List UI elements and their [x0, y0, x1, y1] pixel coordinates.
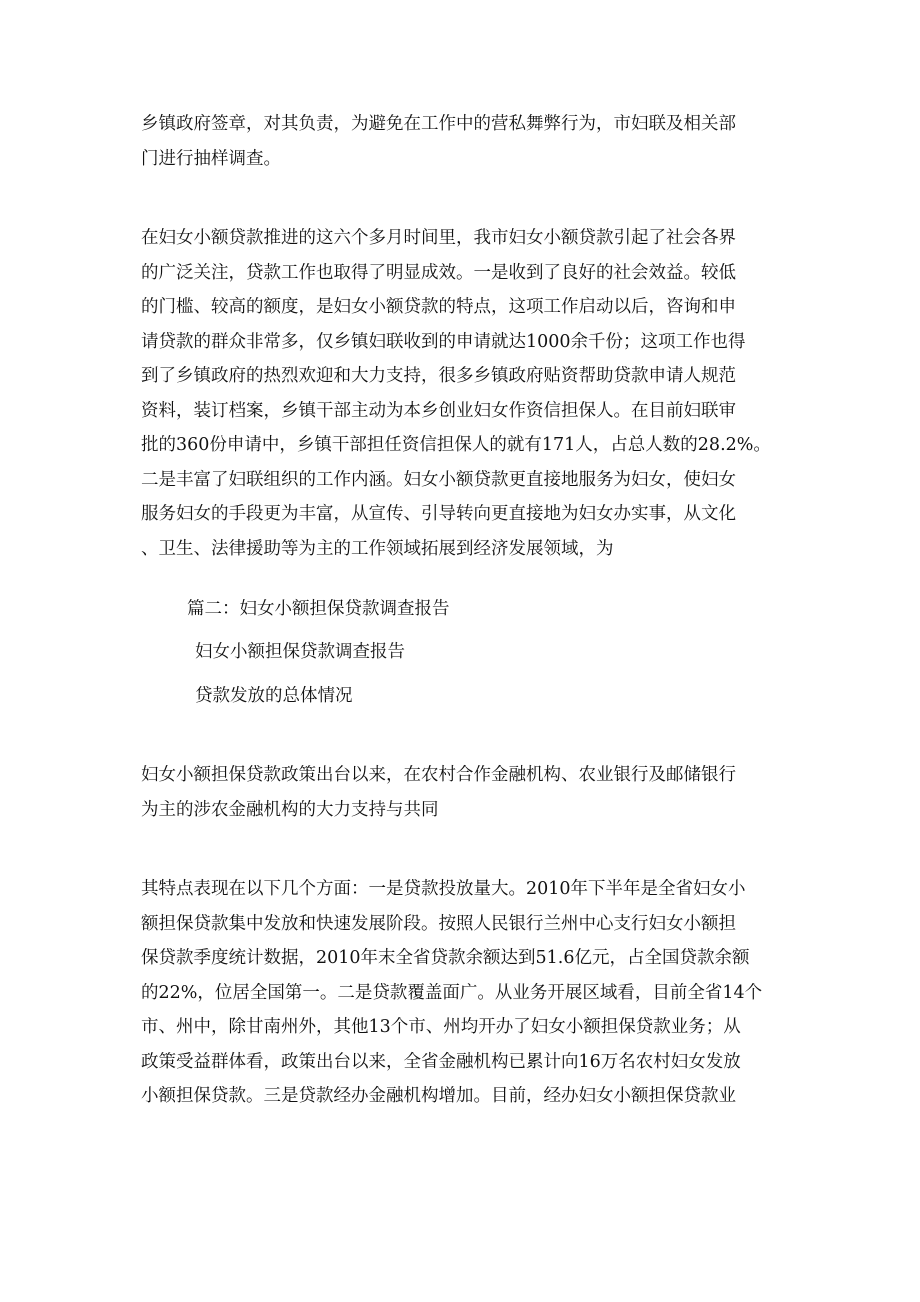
text-line: 服务妇女的手段更为丰富，从宣传、引导转向更直接地为妇女办实事，从文化: [141, 504, 736, 524]
subsection-heading: 贷款发放的总体情况: [195, 686, 353, 706]
text-line: 为主的涉农金融机构的大力支持与共同: [141, 799, 439, 820]
text-line: 其特点表现在以下几个方面：一是贷款投放量大。2010年下半年是全省妇女小: [141, 879, 746, 899]
text-line: 二是丰富了妇联组织的工作内涵。妇女小额贷款更直接地服务为妇女，使妇女: [141, 469, 736, 490]
text-line: 的22%，位居全国第一。二是贷款覆盖面广。从业务开展区域看，目前全省14个: [141, 982, 763, 1003]
text-line: 资料，装订档案，乡镇干部主动为本乡创业妇女作资信担保人。在目前妇联审: [141, 400, 736, 421]
text-line: 请贷款的群众非常多，仅乡镇妇联收到的申请就达1000余千份；这项工作也得: [141, 331, 746, 352]
text-line: 的门槛、较高的额度，是妇女小额贷款的特点，这项工作启动以后，咨询和申: [141, 297, 736, 317]
body-paragraph: [141, 221, 781, 566]
text-line: 保贷款季度统计数据，2010年末全省贷款余额达到51.6亿元，占全国贷款余额: [141, 948, 750, 968]
section-heading: 篇二：妇女小额担保贷款调查报告: [187, 599, 450, 619]
text-line: 、卫生、法律援助等为主的工作领域拓展到经济发展领域，为: [141, 538, 614, 559]
text-line: 到了乡镇政府的热烈欢迎和大力支持，很多乡镇政府贴资帮助贷款申请人规范: [141, 366, 736, 386]
text-line: 政策受益群体看，政策出台以来，全省金融机构已累计向16万名农村妇女发放: [141, 1051, 741, 1072]
text-line: 妇女小额担保贷款政策出台以来，在农村合作金融机构、农业银行及邮储银行: [141, 765, 736, 785]
body-paragraph: [141, 758, 781, 827]
text-line: 门进行抽样调查。: [141, 148, 281, 169]
text-line: 小额担保贷款。三是贷款经办金融机构增加。目前，经办妇女小额担保贷款业: [141, 1086, 736, 1106]
text-line: 批的360份申请中，乡镇干部担任资信担保人的就有171人，占总人数的28.2%。: [141, 435, 771, 455]
text-line: 的广泛关注，贷款工作也取得了明显成效。一是收到了良好的社会效益。较低: [141, 262, 736, 283]
report-title: 妇女小额担保贷款调查报告: [195, 642, 405, 662]
body-paragraph: [141, 107, 781, 176]
text-line: 额担保贷款集中发放和快速发展阶段。按照人民银行兰州中心支行妇女小额担: [141, 913, 736, 934]
text-line: 乡镇政府签章，对其负责，为避免在工作中的营私舞弊行为，市妇联及相关部: [141, 114, 736, 134]
body-paragraph: [141, 872, 781, 1114]
text-line: 市、州中，除甘南州外，其他13个市、州均开办了妇女小额担保贷款业务；从: [141, 1017, 741, 1037]
text-line: 在妇女小额贷款推进的这六个多月时间里，我市妇女小额贷款引起了社会各界: [141, 228, 736, 248]
